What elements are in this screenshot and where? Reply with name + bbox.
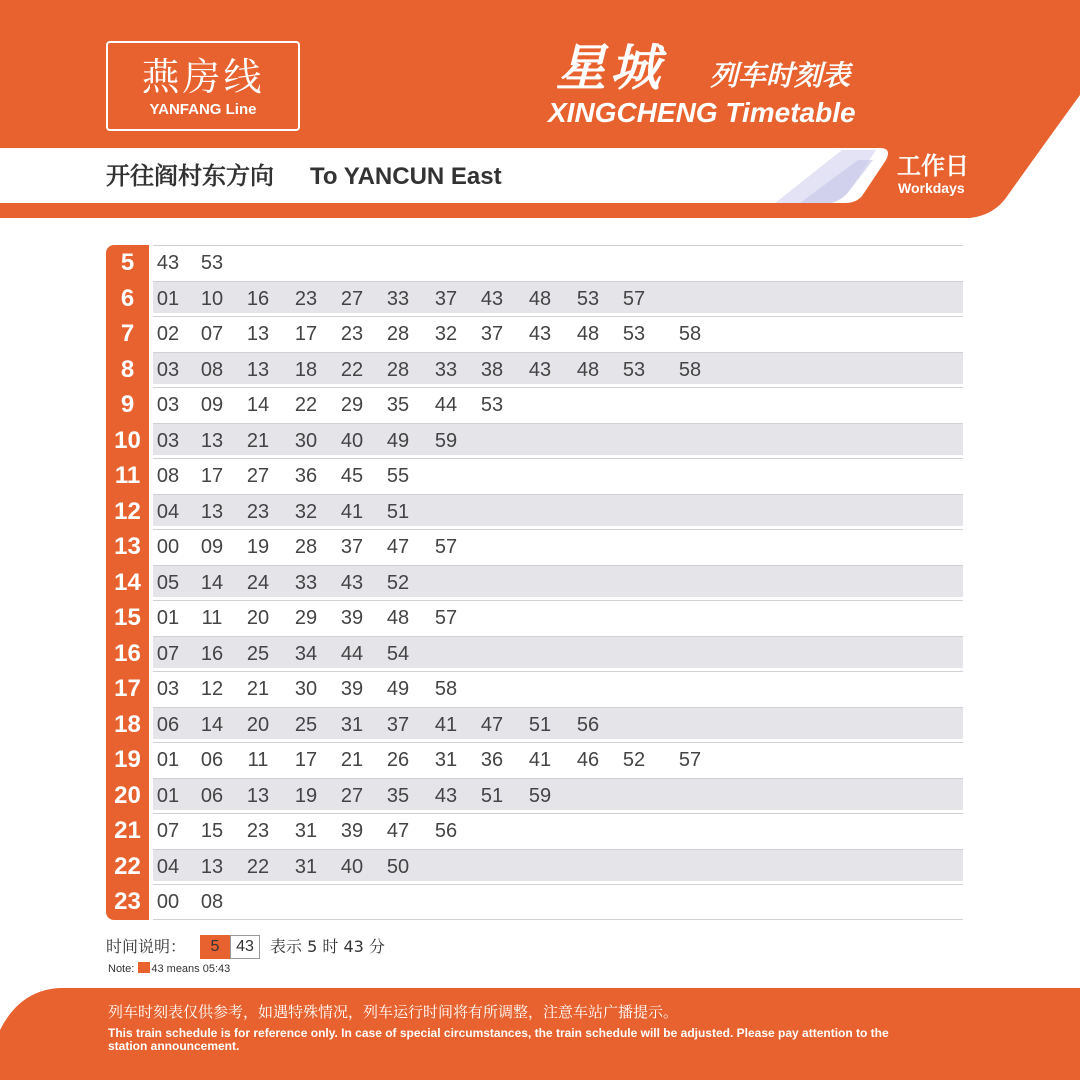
minute-cell: 48 [386,607,410,630]
minute-cell: 21 [246,429,270,452]
minute-cell: 23 [246,500,270,523]
table-row [106,245,963,278]
minute-cell: 36 [480,749,504,772]
minute-cell: 03 [156,394,180,417]
row-rule [153,245,963,246]
minute-cell: 01 [156,607,180,630]
minute-cell: 53 [622,323,646,346]
legend-example-minute: 43 [230,935,260,959]
minute-cell: 31 [294,855,318,878]
hour-cell: 14 [114,568,141,596]
minute-cell: 51 [386,500,410,523]
minute-cell: 17 [294,323,318,346]
minute-cell: 15 [200,820,224,843]
minute-cell: 17 [200,465,224,488]
minute-cell: 49 [386,678,410,701]
minute-cell: 58 [678,323,702,346]
minute-cell: 06 [200,784,224,807]
minute-cell: 25 [246,642,270,665]
hour-cell: 22 [114,852,141,880]
minute-cell: 43 [434,784,458,807]
hour-cell: 16 [114,639,141,667]
minute-cell: 44 [340,642,364,665]
minute-cell: 01 [156,749,180,772]
minute-cell: 39 [340,678,364,701]
minute-cell: 14 [200,571,224,594]
minute-cell: 34 [294,642,318,665]
hour-cell: 10 [114,426,141,454]
minute-cell: 36 [294,465,318,488]
minute-cell: 58 [678,358,702,381]
table-row [106,281,963,314]
minute-cell: 38 [480,358,504,381]
table-row [106,458,963,491]
minute-cell: 11 [247,749,269,772]
minute-cell: 22 [294,394,318,417]
minute-cell: 13 [200,855,224,878]
minute-cell: 05 [156,571,180,594]
legend-example-hour: 5 [200,935,230,959]
minute-cell: 53 [200,252,224,274]
minute-cell: 47 [386,820,410,843]
table-row [106,884,963,917]
minute-cell: 18 [294,358,318,381]
day-type-en: Workdays [898,180,965,196]
table-bottom-rule [153,919,963,920]
minute-cell: 51 [480,784,504,807]
timetable-title-cn: 列车时刻表 [710,59,851,92]
minute-cell: 21 [246,678,270,701]
minute-cell: 47 [386,536,410,559]
minute-cell: 35 [386,394,410,417]
table-row [106,849,963,882]
hour-cell: 11 [114,462,141,490]
minute-cell: 53 [480,394,504,417]
minute-cell: 16 [200,642,224,665]
footer-notice-cn: 列车时刻表仅供参考，如遇特殊情况，列车运行时间将有所调整，注意车站广播提示。 [108,1003,679,1021]
minute-cell: 09 [200,394,224,417]
direction-cn: 开往阎村东方向 [106,162,274,190]
minute-cell: 48 [576,358,600,381]
table-row [106,529,963,562]
minute-cell: 32 [294,500,318,523]
minute-cell: 39 [340,607,364,630]
minute-cell: 00 [156,536,180,559]
note-text: 43 means 05:43 [151,963,231,975]
minute-cell: 43 [480,287,504,310]
table-row [106,813,963,846]
minute-cell: 13 [246,323,270,346]
hour-cell: 18 [114,710,141,738]
minute-cell: 02 [156,323,180,346]
timetable-title-en: XINGCHENG Timetable [548,97,856,128]
minute-cell: 57 [678,749,702,772]
minute-cell: 59 [528,784,552,807]
minute-cell: 25 [294,713,318,736]
hour-cell: 5 [120,249,135,276]
hour-cell: 19 [114,746,141,774]
minute-cell: 03 [156,678,180,701]
table-row [106,707,963,740]
minute-cell: 14 [246,394,270,417]
minute-cell: 27 [246,465,270,488]
minute-cell: 54 [386,642,410,665]
minute-cell: 21 [340,749,364,772]
table-row [106,636,963,669]
legend-explanation: 表示 5 时 43 分 [270,937,385,956]
note-prefix: Note: [108,963,135,975]
minute-cell: 51 [528,713,552,736]
timetable-grid [106,245,963,920]
hour-cell: 13 [114,533,141,561]
minute-cell: 26 [386,749,410,772]
minute-cell: 57 [434,536,458,559]
minute-cell: 22 [246,855,270,878]
minute-cell: 35 [386,784,410,807]
minute-cell: 27 [340,287,364,310]
minute-cell: 31 [340,713,364,736]
day-type-cn: 工作日 [897,152,969,180]
minute-cell: 41 [434,713,458,736]
minute-cell: 01 [156,287,180,310]
footer-notice-en: This train schedule is for reference only. In case of special circumstances, the train schedule will be adjusted. Please pay attention to the station announcement. [108,1026,889,1053]
minute-cell: 08 [200,891,224,914]
minute-cell: 09 [200,536,224,559]
minute-cell: 31 [434,749,458,772]
hour-cell: 21 [114,817,141,845]
station-name-cn: 星城 [556,39,664,97]
minute-cell: 11 [201,607,223,630]
minute-cell: 52 [386,571,410,594]
line-name-en: YANFANG Line [149,101,257,118]
minute-cell: 17 [294,749,318,772]
row-rule [153,884,963,885]
minute-cell: 33 [434,358,458,381]
minute-cell: 44 [434,394,458,417]
hour-cell: 12 [114,497,141,525]
minute-cell: 27 [340,784,364,807]
minute-cell: 37 [386,713,410,736]
minute-cell: 49 [386,429,410,452]
minute-cell: 43 [528,323,552,346]
minute-cell: 23 [246,820,270,843]
minute-cell: 40 [340,429,364,452]
minute-cell: 48 [576,323,600,346]
minute-cell: 31 [294,820,318,843]
minute-cell: 19 [294,784,318,807]
hour-cell: 6 [120,284,135,312]
minute-cell: 56 [576,713,600,736]
minute-cell: 03 [156,358,180,381]
minute-cell: 33 [294,571,318,594]
minute-cell: 12 [200,678,224,701]
minute-cell: 52 [622,749,646,772]
minute-cell: 22 [340,358,364,381]
minute-cell: 57 [622,287,646,310]
minute-cell: 07 [200,323,224,346]
table-row [106,316,963,349]
table-row [106,778,963,811]
table-row [106,352,963,385]
minute-cell: 28 [386,358,410,381]
minute-cell: 37 [480,323,504,346]
minute-cell: 53 [576,287,600,310]
table-row [106,742,963,775]
minute-cell: 40 [340,855,364,878]
minute-cell: 00 [156,891,180,914]
minute-cell: 04 [156,500,180,523]
hour-cell: 15 [114,604,141,632]
minute-cell: 41 [528,749,552,772]
minute-cell: 20 [246,607,270,630]
minute-cell: 14 [200,713,224,736]
minute-cell: 43 [156,252,180,274]
hour-cell: 20 [114,781,141,809]
minute-cell: 33 [386,287,410,310]
minute-cell: 56 [434,820,458,843]
minute-cell: 28 [294,536,318,559]
table-row [106,387,963,420]
minute-cell: 47 [480,713,504,736]
minute-cell: 19 [246,536,270,559]
minute-cell: 08 [200,358,224,381]
row-band [153,246,963,277]
minute-cell: 08 [156,465,180,488]
minute-cell: 13 [246,358,270,381]
minute-cell: 32 [434,323,458,346]
minute-cell: 48 [528,287,552,310]
table-row [106,565,963,598]
minute-cell: 55 [386,465,410,488]
minute-cell: 16 [246,287,270,310]
table-row [106,423,963,456]
legend-label: 时间说明： [106,937,187,956]
minute-cell: 37 [340,536,364,559]
minute-cell: 59 [434,429,458,452]
minute-cell: 07 [156,820,180,843]
direction-en: To YANCUN East [310,163,502,190]
minute-cell: 29 [294,607,318,630]
minute-cell: 04 [156,855,180,878]
minute-cell: 29 [340,394,364,417]
hour-cell: 9 [120,391,135,419]
legend-note [108,962,230,976]
hour-cell: 23 [114,888,141,916]
minute-cell: 45 [340,465,364,488]
minute-cell: 06 [156,713,180,736]
minute-cell: 57 [434,607,458,630]
minute-cell: 28 [386,323,410,346]
table-row [106,671,963,704]
minute-cell: 23 [340,323,364,346]
hour-cell: 17 [114,675,141,703]
minute-cell: 41 [340,500,364,523]
minute-cell: 03 [156,429,180,452]
minute-cell: 43 [528,358,552,381]
minute-cell: 39 [340,820,364,843]
row-band [153,885,963,916]
minute-cell: 20 [246,713,270,736]
minute-cell: 13 [200,429,224,452]
minute-cell: 13 [200,500,224,523]
minute-cell: 07 [156,642,180,665]
minute-cell: 37 [434,287,458,310]
minute-cell: 10 [200,287,224,310]
minute-cell: 30 [294,678,318,701]
minute-cell: 50 [386,855,410,878]
minute-cell: 43 [340,571,364,594]
minute-cell: 23 [294,287,318,310]
hour-cell: 7 [120,320,135,348]
minute-cell: 06 [200,749,224,772]
minute-cell: 13 [246,784,270,807]
line-name-cn: 燕房线 [141,55,265,99]
minute-cell: 46 [576,749,600,772]
line-badge [106,41,300,131]
minute-cell: 30 [294,429,318,452]
minute-cell: 24 [246,571,270,594]
table-row [106,494,963,527]
note-hour-mark [138,962,150,973]
minute-cell: 53 [622,358,646,381]
minute-cell: 01 [156,784,180,807]
minute-cell: 58 [434,678,458,701]
hour-cell: 8 [120,355,135,383]
table-row [106,600,963,633]
